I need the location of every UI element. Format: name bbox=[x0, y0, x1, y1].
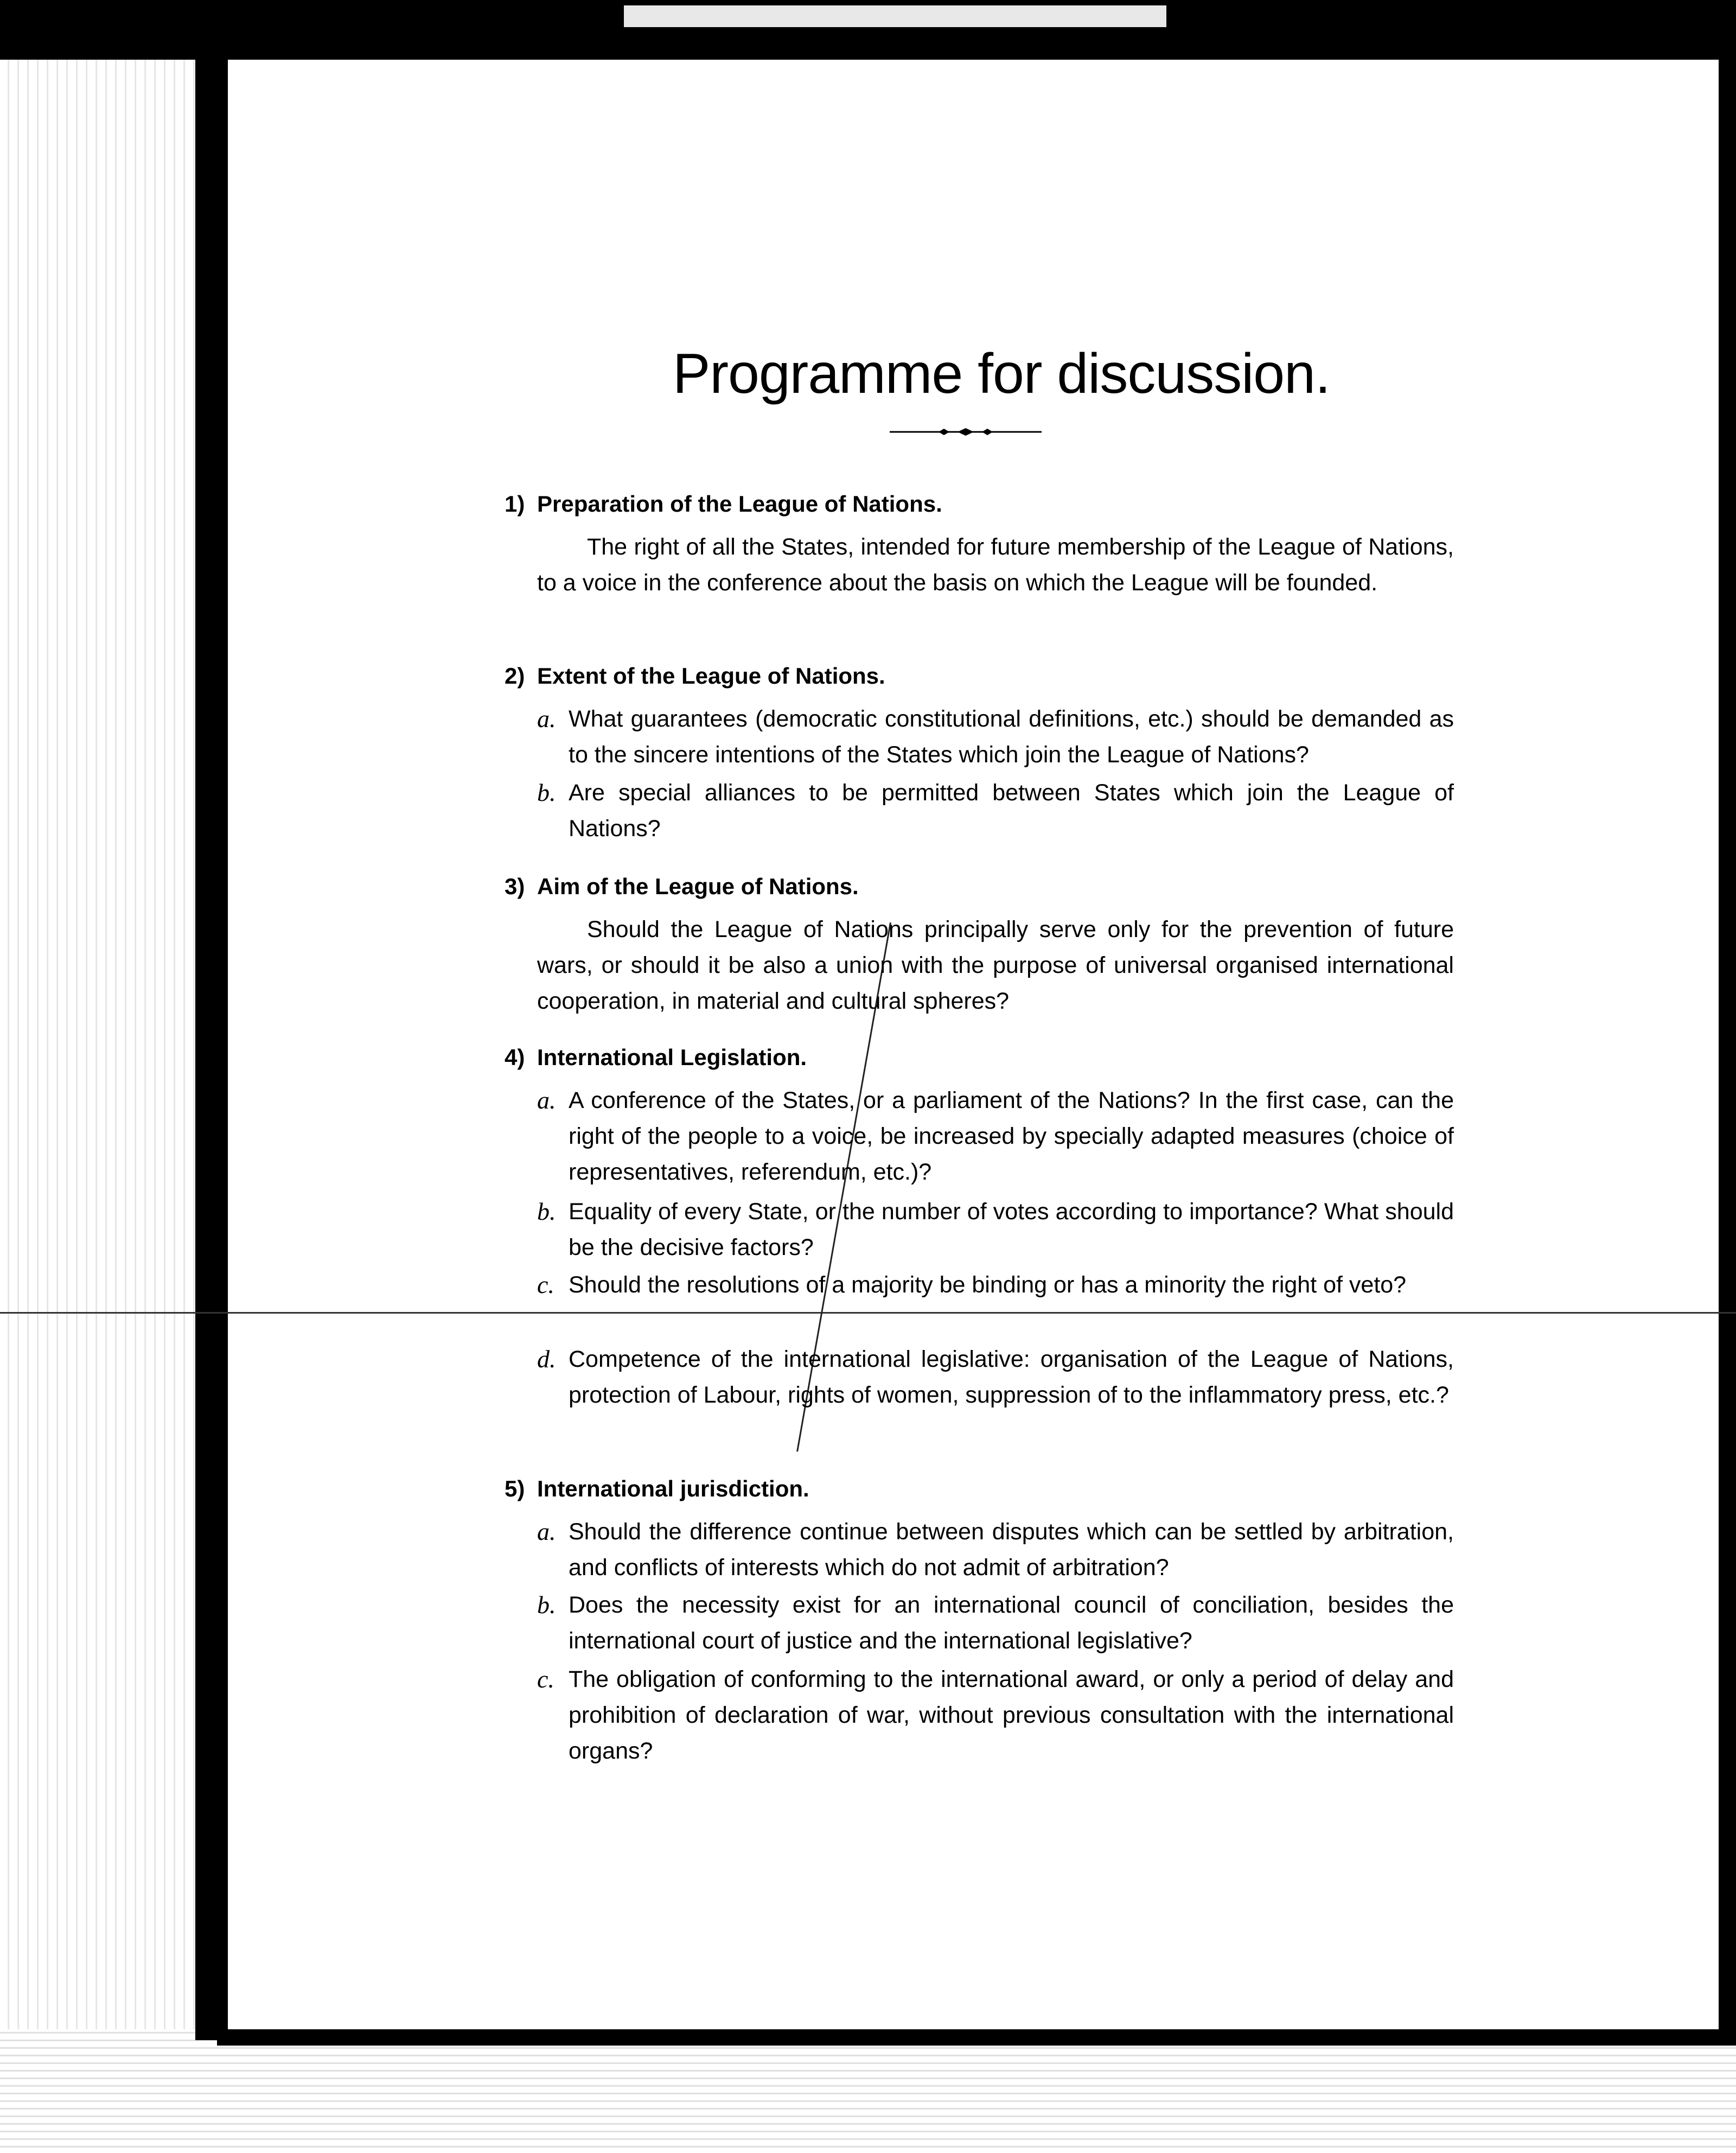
scan-border-bottom bbox=[0, 2029, 1736, 2153]
section-5-item-c bbox=[537, 1661, 1454, 1769]
item-marker: a. bbox=[537, 1086, 556, 1114]
item-text: Competence of the international legislative: organisation of the League of Nations, protection of Labour, rights of women, suppression of to the inflammatory press, etc.? bbox=[569, 1346, 1454, 1408]
item-text: Should the resolutions of a majority be binding or has a minority the right of veto? bbox=[569, 1272, 1407, 1298]
page-edge-left bbox=[195, 54, 228, 2040]
section-title: Aim of the League of Nations. bbox=[537, 874, 859, 899]
section-title: International jurisdiction. bbox=[537, 1476, 809, 1501]
section-5-item-a bbox=[537, 1514, 1454, 1585]
item-text: A conference of the States, or a parliament of the Nations? In the first case, can the right of the people to a voice, be increased by specially adapted measures (choice of representatives, referendum, etc.)? bbox=[569, 1087, 1454, 1185]
item-marker: a. bbox=[537, 705, 556, 732]
section-2-item-b bbox=[537, 775, 1454, 846]
section-1-heading bbox=[505, 491, 942, 517]
item-marker: a. bbox=[537, 1518, 556, 1545]
item-text: The obligation of conforming to the international award, or only a period of delay and prohibition of declaration of war, without previous consultation with the international organs? bbox=[569, 1666, 1454, 1764]
fold-crease bbox=[0, 1312, 1736, 1314]
title-ornament-divider bbox=[890, 428, 1042, 436]
item-marker: b. bbox=[537, 1591, 556, 1619]
section-5-item-b bbox=[537, 1587, 1454, 1659]
section-title: International Legislation. bbox=[537, 1044, 807, 1070]
item-marker: c. bbox=[537, 1665, 554, 1693]
section-number: 1) bbox=[505, 491, 525, 517]
section-2-item-a bbox=[537, 701, 1454, 773]
item-text: Are special alliances to be permitted between States which join the League of Nations? bbox=[569, 780, 1454, 842]
section-number: 4) bbox=[505, 1044, 525, 1070]
section-4-item-b bbox=[537, 1194, 1454, 1265]
item-text: Equality of every State, or the number of votes according to importance? What should be the decisive factors? bbox=[569, 1199, 1454, 1260]
section-4-item-d bbox=[537, 1341, 1454, 1413]
item-marker: b. bbox=[537, 1197, 556, 1225]
page-edge-bottom bbox=[217, 2029, 1736, 2046]
section-4-item-c bbox=[537, 1267, 1454, 1303]
section-4-heading bbox=[505, 1044, 807, 1071]
section-number: 5) bbox=[505, 1476, 525, 1501]
section-title: Preparation of the League of Nations. bbox=[537, 491, 942, 517]
item-text: What guarantees (democratic constitutional definitions, etc.) should be demanded as to the sincere intentions of the States which join the League of Nations? bbox=[569, 706, 1454, 768]
item-marker: b. bbox=[537, 779, 556, 806]
section-3-heading bbox=[505, 874, 859, 900]
scan-border-top bbox=[0, 0, 1736, 60]
section-5-heading bbox=[505, 1476, 809, 1502]
scan-border-left bbox=[0, 0, 217, 2153]
item-marker: c. bbox=[537, 1271, 554, 1298]
section-2-heading bbox=[505, 663, 885, 689]
section-number: 3) bbox=[505, 874, 525, 899]
item-text: Does the necessity exist for an international council of conciliation, besides the international court of justice and the international legislative? bbox=[569, 1592, 1454, 1654]
section-title: Extent of the League of Nations. bbox=[537, 663, 885, 689]
section-3-text: Should the League of Nations principally serve only for the prevention of future wars, or should it be also a union with the purpose of universal organised international cooperation, in material and cultural spheres? bbox=[537, 916, 1454, 1014]
item-marker: d. bbox=[537, 1345, 556, 1373]
page-edge-right bbox=[1719, 60, 1736, 2046]
section-4-item-a bbox=[537, 1082, 1454, 1190]
section-1-text: The right of all the States, intended for future membership of the League of Nations, to a voice in the conference about the basis on which the League will be founded. bbox=[537, 534, 1454, 596]
item-text: Should the difference continue between disputes which can be settled by arbitration, and conflicts of interests which do not admit of arbitration? bbox=[569, 1519, 1454, 1581]
page-title: Programme for discussion. bbox=[673, 342, 1330, 405]
section-number: 2) bbox=[505, 663, 525, 689]
